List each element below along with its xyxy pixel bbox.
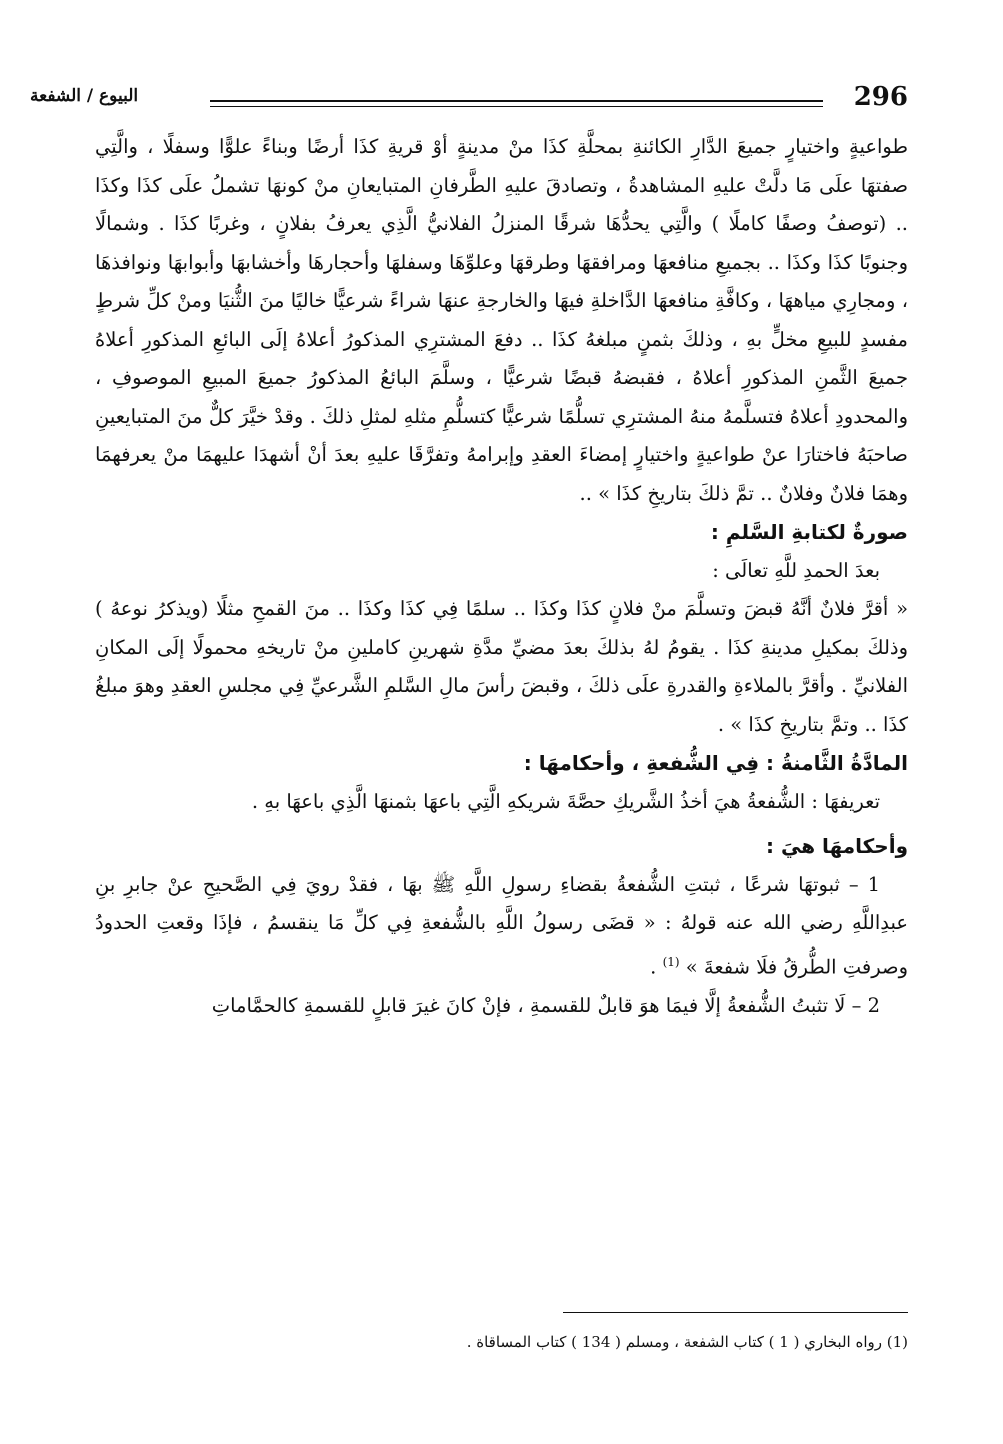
paragraph-ruling-two: 2 – لَا تثبتُ الشُّفعةُ إلَّا فيمَا هوَ قابلٌ للقسمةِ ، فإنْ كانَ غيرَ قابلٍ للقسمةِ كالحمَّاماتِ (211, 993, 880, 1017)
footnote-marker[interactable]: (1) (662, 954, 680, 969)
ruling-one-text: 1 – ثبوتهَا شرعًا ، ثبتتِ الشُّفعةُ بقضاءِ رسولِ اللَّهِ ﷺ بهَا ، فقدْ رويَ فِي الصَّحيحِ عنْ جابرِ بنِ عبدِاللَّهِ رضي الله عنه قولهُ : « قضَى رسولُ اللَّهِ بالشُّفعةِ فِي كلِّ مَا ينقسمُ ، فإذَا وقعتِ الحدودُ وصرفتِ الطُّرقُ فلَا شفعةَ » (95, 872, 908, 978)
running-header (30, 80, 908, 120)
heading-shufa-rulings: وأحكامهَا هيَ : (766, 834, 908, 858)
heading-article-eight: المادَّةُ الثَّامنةُ : فِي الشُّفعةِ ، وأحكامهَا : (523, 751, 908, 775)
header-rule (210, 100, 823, 107)
paragraph-ruling-one (95, 866, 908, 987)
paragraph-salam-opening: بعدَ الحمدِ للَّهِ تعالَى : (712, 558, 880, 582)
paragraph-shufa-definition: تعريفهَا : الشُّفعةُ هيَ أخذُ الشَّريكِ حصَّةَ شريكهِ الَّتِي باعهَا بثمنهَا الَّذِي باعهَا بهِ . (251, 789, 880, 813)
heading-salam-form: صورةٌ لكتابةِ السَّلمِ : (710, 520, 908, 544)
paragraph-sale-contract: طواعيةٍ واختيارٍ جميعَ الدَّارِ الكائنةِ بمحلَّةِ كذَا منْ مدينةٍ أوْ قريةِ كذَا أرضًا وبناءً علوًّا وسفلًا ، والَّتِي صفتهَا علَى مَا دلَّتْ عليهِ المشاهدةُ ، وتصادقَ عليهِ الطَّرفانِ المتبايعانِ منْ كونهَا تشملُ علَى كذَا وكذَا .. (توصفُ وصفًا كاملًا ) والَّتِي يحدُّهَا شرقًا المنزلُ الفلانيُّ الَّذِي يعرفُ بفلانٍ ، وغربًا كذَا . وشمالًا وجنوبًا كذَا وكذَا .. بجميعِ منافعهَا ومرافقهَا وطرقهَا وعلوِّهَا وسفلهَا وأحجارهَا وأخشابهَا وأبوابهَا ونوافذهَا ، ومجارِي مياههَا ، وكافَّةِ منافعهَا الدَّاخلةِ فيهَا والخارجةِ عنهَا شراءً شرعيًّا خاليًا منَ الثُّنيَا ومنْ كلِّ شرطٍ مفسدٍ للبيعِ مخلٍّ بهِ ، وذلكَ بثمنٍ مبلغهُ كذَا .. دفعَ المشترِي المذكورُ أعلاهُ إلَى البائعِ المذكورِ أعلاهُ جميعَ الثَّمنِ المذكورِ أعلاهُ ، فقبضهُ قبضًا شرعيًّا ، وسلَّمَ البائعُ المذكورُ جميعَ المبيعِ الموصوفِ ، والمحدودِ أعلاهُ فتسلَّمهُ منهُ المشترِي تسلُّمًا شرعيًّا كتسلُّمِ مثلهِ لمثلِ ذلكَ . وقدْ خيَّرَ كلٌّ منَ المتبايعينِ صاحبَهُ فاختارَا عنْ طواعيةٍ واختيارٍ إمضاءَ العقدِ وإبرامهُ وتفرَّقَا عليهِ بعدَ أنْ أشهدَا عليهمَا منْ يعرفهمَا وهمَا فلانٌ وفلانٌ .. تمَّ ذلكَ بتاريخِ كذَا » .. (95, 135, 908, 505)
main-text (95, 128, 908, 1025)
running-title: البيوع / الشفعة (30, 86, 139, 106)
footnote: (1) رواه البخاري ( 1 ) كتاب الشفعة ، ومسلم ( 134 ) كتاب المساقاة . (466, 1333, 908, 1351)
footnote-rule (563, 1312, 908, 1313)
page-number: 296 (853, 82, 908, 112)
paragraph-salam-contract: « أقرَّ فلانٌ أنَّهُ قبضَ وتسلَّمَ منْ فلانٍ كذَا وكذَا .. سلمًا فِي كذَا وكذَا .. منَ القمحِ مثلًا (ويذكرُ نوعهُ ) وذلكَ بمكيلِ مدينةِ كذَا . يقومُ لهُ بذلكَ بعدَ مضيِّ مدَّةِ شهرينِ كاملينِ منْ تاريخهِ محمولًا إلَى المكانِ الفلانيِّ . وأقرَّ بالملاءةِ والقدرةِ علَى ذلكَ ، وقبضَ رأسَ مالِ السَّلمِ الشَّرعيِّ فِي مجلسِ العقدِ وهوَ مبلغُ كذَا .. وتمَّ بتاريخِ كذَا » . (95, 597, 909, 736)
ruling-one-end: . (650, 955, 657, 978)
